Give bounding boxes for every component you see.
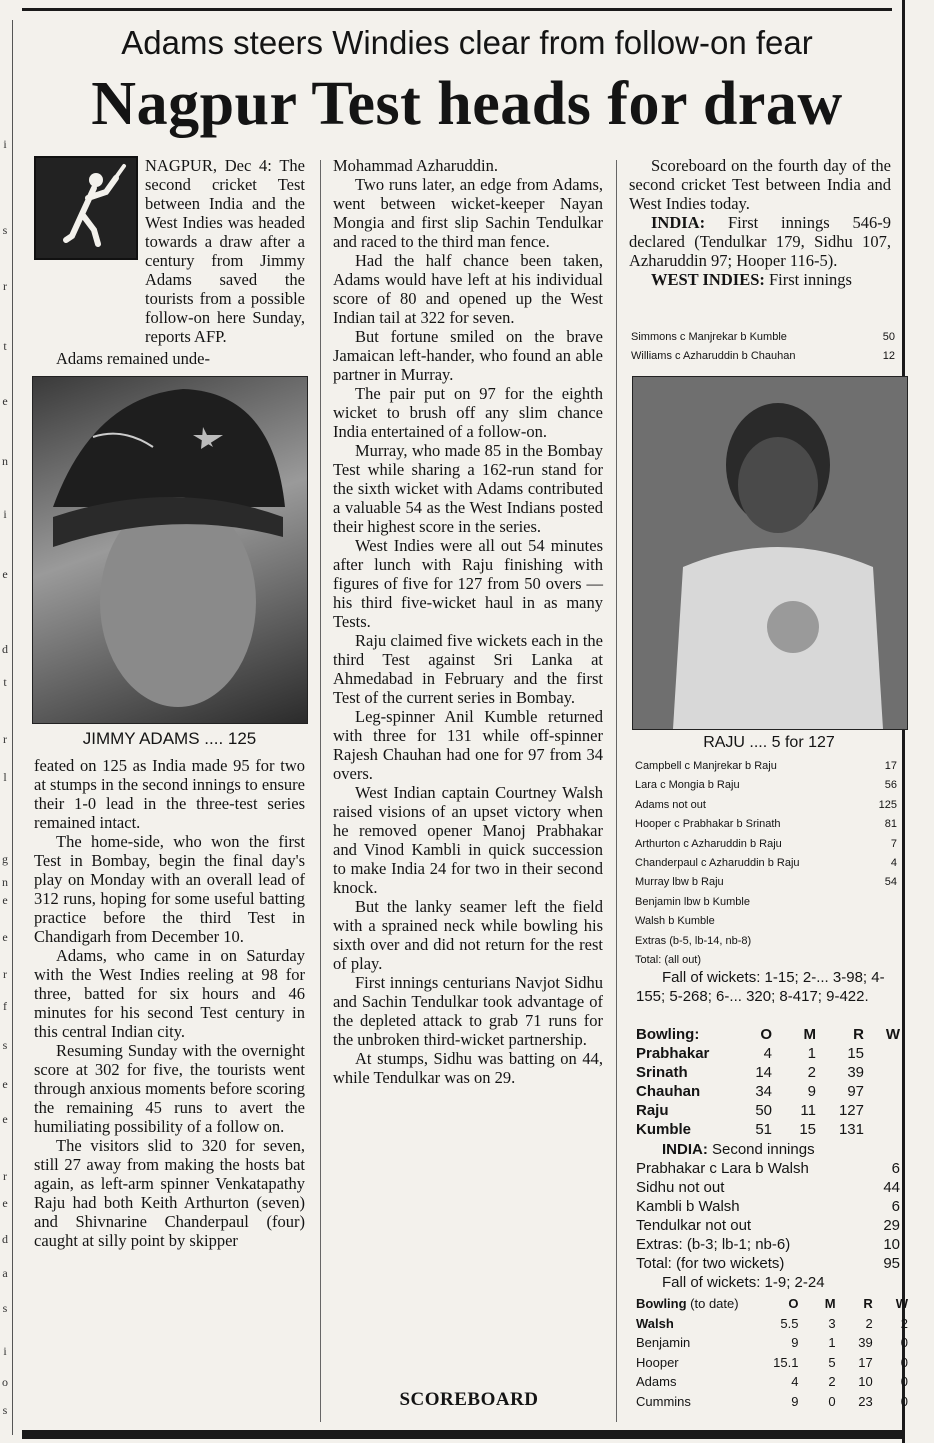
runs: 81 bbox=[884, 818, 897, 831]
runs: 29 bbox=[883, 1217, 900, 1234]
edge-letter: s bbox=[2, 1038, 8, 1052]
edge-letter: e bbox=[2, 1112, 8, 1126]
overs-header: O bbox=[788, 1296, 799, 1311]
runs: 10 bbox=[858, 1374, 873, 1389]
maidens-header: M bbox=[803, 1026, 816, 1043]
jimmy-adams-photo bbox=[32, 376, 308, 724]
bowling-header bbox=[636, 1294, 908, 1314]
wickets: 0 bbox=[900, 1374, 908, 1389]
wickets bbox=[864, 1044, 900, 1063]
wickets bbox=[864, 1063, 900, 1082]
overs: 4 bbox=[763, 1045, 772, 1062]
batting-row bbox=[636, 1235, 900, 1254]
runs: 17 bbox=[858, 1354, 873, 1370]
batsman: Murray lbw b Raju bbox=[635, 876, 724, 889]
runs: 4 bbox=[890, 857, 897, 870]
batting-row bbox=[636, 1254, 900, 1273]
fall-of-wickets-india: Fall of wickets: 1-9; 2-24 bbox=[662, 1274, 825, 1291]
wi-bowling-table bbox=[636, 1025, 900, 1139]
edge-letter: f bbox=[3, 999, 7, 1013]
runs-header: R bbox=[863, 1296, 873, 1311]
batting-row bbox=[635, 912, 897, 931]
wi-first-innings-heading bbox=[629, 270, 891, 289]
batting-row bbox=[635, 776, 897, 795]
paragraph: West Indies were all out 54 minutes after lunch with Raju finishing with figures of five for 127 from 50 overs — his third five-wicket haul in as many Tests. bbox=[333, 536, 603, 631]
overs: 34 bbox=[755, 1083, 772, 1100]
batsman: Extras: (b-3; lb-1; nb-6) bbox=[636, 1236, 791, 1253]
column-1-lead-tail bbox=[34, 349, 305, 368]
runs-header: R bbox=[853, 1026, 864, 1043]
paragraph: feated on 125 as India made 95 for two at stumps in the second innings to ensure their 1-0 lead in the three-test series remained intact. bbox=[34, 756, 305, 832]
wi-batting-top bbox=[631, 328, 895, 367]
paragraph: Adams remained unde- bbox=[56, 349, 210, 368]
main-headline: Nagpur Test heads for draw bbox=[91, 70, 843, 138]
fall-of-wickets-wi: Fall of wickets: 1-15; 2-... 3-98; 4-155; 5-268; 6-... 320; 8-417; 9-422. bbox=[636, 969, 885, 1005]
edge-letter: i bbox=[3, 1344, 7, 1358]
batting-row bbox=[635, 835, 897, 854]
runs: 6 bbox=[891, 1198, 900, 1215]
batsman: Chanderpaul c Azharuddin b Raju bbox=[635, 857, 800, 870]
batsman: Williams c Azharuddin b Chauhan bbox=[631, 350, 796, 363]
india-second-innings-heading bbox=[636, 1140, 898, 1159]
edge-letter: n bbox=[2, 454, 8, 468]
edge-letter: l bbox=[3, 770, 7, 784]
runs: 10 bbox=[883, 1236, 900, 1253]
paragraph: Two runs later, an edge from Adams, went between wicket-keeper Nayan Mongia and first slip Sachin Tendulkar and raced to the third man fence. bbox=[333, 175, 603, 251]
batsman: Prabhakar c Lara b Walsh bbox=[636, 1160, 809, 1177]
paragraph: But fortune smiled on the brave Jamaican left-hander, who found an able partner in Murray. bbox=[333, 327, 603, 384]
batsman: Arthurton c Azharuddin b Raju bbox=[635, 837, 782, 850]
bowling-label bbox=[636, 1294, 773, 1314]
edge-letter: t bbox=[3, 675, 7, 689]
paragraph: West Indian captain Courtney Walsh raised visions of an upset victory when he removed opener Manoj Prabhakar and Vinod Kambli in quick succession to make India 24 for two in their second knock. bbox=[333, 783, 603, 897]
batsman: Total: (all out) bbox=[635, 954, 702, 967]
batsman: Campbell c Manjrekar b Raju bbox=[635, 760, 777, 772]
edge-letter: i bbox=[3, 507, 7, 521]
bowling-row bbox=[636, 1063, 900, 1082]
maidens: 0 bbox=[828, 1393, 836, 1409]
column-1-body bbox=[34, 756, 305, 1250]
batsman: Tendulkar not out bbox=[636, 1217, 752, 1234]
paragraph: Raju claimed five wickets each in the third Test against Sri Lanka at Ahmedabad in February and the first Test of the current series in Bombay. bbox=[333, 631, 603, 707]
edge-letter: r bbox=[3, 967, 7, 981]
batting-row bbox=[635, 757, 897, 776]
runs: 39 bbox=[847, 1064, 864, 1081]
paragraph: Mohammad Azharuddin. bbox=[333, 156, 498, 175]
batsman: Sidhu not out bbox=[636, 1179, 725, 1196]
bowler: Raju bbox=[636, 1102, 669, 1119]
runs: 17 bbox=[884, 760, 897, 772]
edge-letter: t bbox=[3, 339, 7, 353]
maidens: 1 bbox=[807, 1045, 816, 1062]
batsman-icon bbox=[36, 158, 136, 258]
wi-first-innings-text: First innings bbox=[764, 270, 852, 289]
runs: 54 bbox=[884, 876, 897, 889]
batting-row bbox=[631, 347, 895, 366]
paragraph: At stumps, Sidhu was batting on 44, while Tendulkar was on 29. bbox=[333, 1049, 603, 1087]
paragraph: Adams, who came in on Saturday with the West Indies reeling at 98 for three, batted for six hours and 46 minutes for his second Test century in this central Indian city. bbox=[34, 946, 305, 1041]
edge-letter: n bbox=[2, 875, 8, 889]
paragraph: Resuming Sunday with the overnight score at 302 for five, the tourists went through anxious moments before scoring the remaining 45 runs to avert the humiliating possibility of a follow on. bbox=[34, 1041, 305, 1136]
bowling-row bbox=[636, 1314, 908, 1334]
bottom-rule bbox=[22, 1430, 902, 1439]
edge-letter: e bbox=[2, 893, 8, 907]
bowling-header bbox=[636, 1025, 900, 1044]
maidens: 11 bbox=[800, 1102, 816, 1119]
runs: 2 bbox=[865, 1315, 873, 1331]
india-second-innings-bowling-table bbox=[636, 1294, 908, 1411]
batting-row bbox=[635, 854, 897, 873]
batting-row bbox=[635, 815, 897, 834]
runs: 50 bbox=[882, 331, 895, 343]
maidens: 9 bbox=[807, 1083, 816, 1100]
wickets: 0 bbox=[900, 1354, 908, 1370]
overs-header: O bbox=[760, 1026, 772, 1043]
edge-letter: s bbox=[2, 223, 8, 237]
edge-letter: e bbox=[2, 1196, 8, 1210]
maidens: 3 bbox=[828, 1315, 836, 1331]
scoreboard-label: SCOREBOARD bbox=[399, 1389, 539, 1410]
maidens: 5 bbox=[828, 1354, 836, 1370]
batsman: Walsh b Kumble bbox=[635, 915, 715, 928]
edge-letter: d bbox=[2, 642, 8, 656]
india-first-innings bbox=[629, 213, 891, 270]
edge-letter: r bbox=[3, 1169, 7, 1183]
scoreboard-intro: Scoreboard on the fourth day of the second cricket Test between India and West Indies today. bbox=[629, 156, 891, 213]
column-2-body bbox=[333, 156, 603, 1087]
india-second-innings-batting bbox=[636, 1159, 900, 1273]
runs: 131 bbox=[838, 1121, 864, 1138]
batsman: Extras (b-5, lb-14, nb-8) bbox=[635, 934, 752, 947]
bowling-row bbox=[636, 1392, 908, 1412]
wickets: 0 bbox=[900, 1393, 908, 1409]
bowling-row bbox=[636, 1082, 900, 1101]
edge-letter: a bbox=[2, 1266, 8, 1280]
wickets bbox=[864, 1101, 900, 1120]
bowler: Walsh bbox=[636, 1315, 674, 1331]
runs: 127 bbox=[838, 1102, 864, 1119]
batting-row bbox=[636, 1159, 900, 1178]
runs: 23 bbox=[858, 1393, 873, 1409]
overs: 50 bbox=[755, 1102, 772, 1119]
adams-photo-caption: JIMMY ADAMS .... 125 bbox=[82, 729, 257, 748]
batsman: Adams not out bbox=[635, 798, 706, 811]
batting-row bbox=[631, 328, 895, 347]
bowling-row bbox=[636, 1044, 900, 1063]
batsman: Lara c Mongia b Raju bbox=[635, 779, 740, 792]
edge-letter: g bbox=[2, 852, 8, 866]
overs: 51 bbox=[755, 1121, 772, 1138]
bowling-word: Bowling bbox=[636, 1296, 687, 1311]
bowling-row bbox=[636, 1333, 908, 1353]
portrait-image bbox=[633, 377, 907, 729]
batsman: Simmons c Manjrekar b Kumble bbox=[631, 331, 787, 343]
wi-batting-rest bbox=[635, 757, 897, 970]
portrait-image bbox=[33, 377, 307, 723]
batsman: Benjamin lbw b Kumble bbox=[635, 895, 750, 908]
bowler: Cummins bbox=[636, 1393, 691, 1409]
bowler: Benjamin bbox=[636, 1335, 691, 1350]
batsman: Hooper c Prabhakar b Srinath bbox=[635, 818, 781, 831]
bowler: Hooper bbox=[636, 1354, 679, 1370]
wickets-header: W bbox=[895, 1296, 908, 1311]
runs: 56 bbox=[884, 779, 897, 792]
runs: 97 bbox=[847, 1083, 864, 1100]
overs: 5.5 bbox=[780, 1315, 799, 1331]
wickets: 2 bbox=[900, 1315, 908, 1331]
maidens: 15 bbox=[799, 1121, 816, 1138]
wi-label: WEST INDIES: bbox=[651, 270, 765, 289]
india-label: INDIA: bbox=[662, 1141, 708, 1158]
bowler: Prabhakar bbox=[636, 1045, 710, 1062]
paragraph: Had the half chance been taken, Adams would have left at his individual score of 80 and opened up the West Indian tail at 322 for seven. bbox=[333, 251, 603, 327]
runs: 39 bbox=[858, 1335, 873, 1350]
overs: 15.1 bbox=[773, 1354, 799, 1370]
runs: 7 bbox=[890, 837, 897, 850]
runs: 15 bbox=[847, 1045, 864, 1062]
runs: 6 bbox=[891, 1160, 900, 1177]
overs: 14 bbox=[755, 1064, 772, 1081]
runs: 95 bbox=[883, 1255, 900, 1272]
raju-photo-caption: RAJU .... 5 for 127 bbox=[703, 734, 835, 751]
batting-row bbox=[636, 1197, 900, 1216]
top-rule bbox=[22, 8, 892, 11]
batting-row bbox=[636, 1216, 900, 1235]
edge-letter: s bbox=[2, 1403, 8, 1417]
bowler: Kumble bbox=[636, 1121, 692, 1138]
maidens: 1 bbox=[828, 1335, 836, 1350]
paragraph: Leg-spinner Anil Kumble returned with three for 131 while off-spinner Rajesh Chauhan had one for 97 from 34 overs. bbox=[333, 707, 603, 783]
wickets-header: W bbox=[885, 1026, 900, 1043]
bowler: Srinath bbox=[636, 1064, 688, 1081]
edge-letter: r bbox=[3, 732, 7, 746]
paragraph: But the lanky seamer left the field with a sprained neck while bowling his sixth over and did not return for the rest of play. bbox=[333, 897, 603, 973]
runs: 125 bbox=[878, 798, 897, 811]
india-second-innings-text: Second innings bbox=[707, 1141, 815, 1158]
bowler: Adams bbox=[636, 1374, 677, 1389]
edge-letter: o bbox=[2, 1375, 8, 1389]
india-label: INDIA: bbox=[651, 213, 706, 232]
edge-letter: e bbox=[2, 1077, 8, 1091]
paragraph: Murray, who made 85 in the Bombay Test while sharing a 162-run stand for the sixth wicket with Adams contributed a valuable 54 as the West Indians posted their highest score in the series. bbox=[333, 441, 603, 536]
lead-paragraph: NAGPUR, Dec 4: The second cricket Test between India and the West Indies was headed towards a draw after a century from Jimmy Adams saved the tourists from a possible follow-on here Sunday, reports AFP. bbox=[145, 156, 305, 346]
scoreboard-intro-block-text bbox=[629, 156, 891, 289]
batting-row bbox=[635, 893, 897, 912]
edge-letter: e bbox=[2, 567, 8, 581]
cricket-logo bbox=[34, 156, 138, 260]
raju-photo bbox=[632, 376, 908, 730]
wickets bbox=[864, 1082, 900, 1101]
edge-letter: s bbox=[2, 1301, 8, 1315]
maidens: 2 bbox=[828, 1374, 836, 1389]
batting-row bbox=[635, 932, 897, 951]
left-rule bbox=[12, 20, 13, 1435]
overs: 9 bbox=[791, 1393, 799, 1409]
paragraph: The visitors slid to 320 for seven, still 27 away from making the hosts bat again, as left-arm spinner Venkatapathy Raju had both Keith Arthurton (seven) and Shivnarine Chanderpaul (four) caught at silly point by skipper bbox=[34, 1136, 305, 1250]
batting-row bbox=[635, 796, 897, 815]
edge-letter: d bbox=[2, 1232, 8, 1246]
column-rule-1 bbox=[320, 160, 321, 1422]
edge-letter: e bbox=[2, 930, 8, 944]
runs: 12 bbox=[882, 350, 895, 363]
batsman: Kambli b Walsh bbox=[636, 1198, 740, 1215]
paragraph: First innings centurians Navjot Sidhu and Sachin Tendulkar took advantage of the depleted attack to grab 71 runs for the unbroken third-wicket partnership. bbox=[333, 973, 603, 1049]
to-date: (to date) bbox=[690, 1296, 739, 1311]
bowling-row bbox=[636, 1120, 900, 1139]
batting-row bbox=[636, 1178, 900, 1197]
overs: 9 bbox=[791, 1335, 799, 1350]
column-rule-2 bbox=[616, 160, 617, 1422]
maidens: 2 bbox=[807, 1064, 816, 1081]
wickets: 0 bbox=[900, 1335, 908, 1350]
india-first-innings-text: First innings 546-9 declared (Tendulkar 179, Sidhu 107, Azharuddin 97; Hooper 116-5). bbox=[629, 213, 891, 270]
bowling-label: Bowling: bbox=[636, 1026, 700, 1043]
kicker-headline: Adams steers Windies clear from follow-on fear bbox=[121, 24, 813, 61]
paragraph: The home-side, who won the first Test in Bombay, begin the final day's play on Monday with an overall lead of 312 runs, hoping for some useful batting practice before the third Test in Chandigarh from December 10. bbox=[34, 832, 305, 946]
bowling-row bbox=[636, 1372, 908, 1392]
column-1-lead-indented bbox=[145, 156, 305, 346]
edge-letter: e bbox=[2, 394, 8, 408]
runs: 44 bbox=[883, 1179, 900, 1196]
overs: 4 bbox=[791, 1374, 799, 1389]
bowler: Chauhan bbox=[636, 1083, 701, 1100]
bowling-row bbox=[636, 1353, 908, 1373]
wickets bbox=[864, 1120, 900, 1139]
edge-letter: r bbox=[3, 279, 7, 293]
paragraph: The pair put on 97 for the eighth wicket to brush off any slim chance India entertained of a follow-on. bbox=[333, 384, 603, 441]
edge-letter: i bbox=[3, 137, 7, 151]
batsman: Total: (for two wickets) bbox=[636, 1255, 785, 1272]
maidens-header: M bbox=[824, 1296, 836, 1311]
batting-row bbox=[635, 873, 897, 892]
bowling-row bbox=[636, 1101, 900, 1120]
